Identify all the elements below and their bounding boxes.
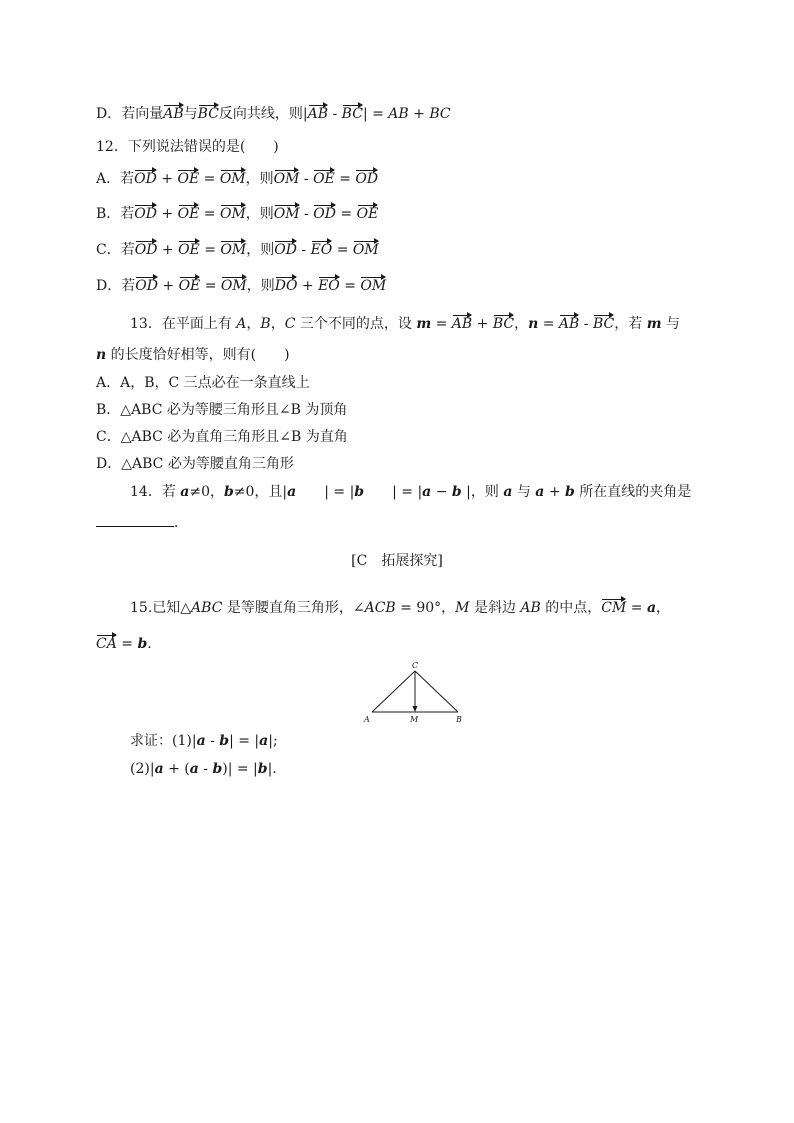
text: |. bbox=[267, 761, 277, 777]
text: )| = | bbox=[222, 761, 258, 777]
vector: OE bbox=[177, 206, 200, 222]
vector: OM bbox=[219, 171, 246, 187]
vector-b: b bbox=[565, 484, 575, 500]
text: | = | bbox=[296, 484, 355, 500]
operator: - bbox=[205, 733, 220, 749]
option-text: A，B，C 三点必在一条直线上 bbox=[120, 375, 310, 391]
side-cb bbox=[415, 671, 458, 712]
text: ≠0， bbox=[189, 484, 224, 500]
text: 若 bbox=[120, 171, 135, 187]
vector: OM bbox=[360, 278, 387, 294]
operator: = bbox=[339, 278, 361, 294]
vector: OD bbox=[355, 171, 379, 187]
option-text: △ABC 必为直角三角形且∠B 为直角 bbox=[120, 429, 348, 445]
vector: BC bbox=[592, 316, 615, 332]
vector-a: a bbox=[646, 600, 657, 616]
text: 若 bbox=[120, 206, 135, 222]
operator: = bbox=[199, 242, 221, 258]
text: ． bbox=[174, 515, 188, 531]
vector-b: b bbox=[137, 636, 148, 652]
vector-ca: CA bbox=[96, 636, 117, 652]
text: 是等腰直角三角形，∠ bbox=[222, 600, 365, 616]
text: 与 bbox=[183, 106, 198, 122]
vector-a: a bbox=[287, 484, 297, 500]
option-label: D． bbox=[96, 106, 122, 122]
label-c: C bbox=[412, 661, 419, 670]
vector-a: a bbox=[503, 484, 513, 500]
q12-option-b bbox=[96, 204, 378, 224]
option-label: B． bbox=[96, 206, 121, 222]
operator: + bbox=[472, 316, 493, 332]
vector-a: a bbox=[259, 733, 269, 749]
vector: OE bbox=[313, 171, 335, 187]
vector-m: m bbox=[416, 316, 432, 332]
operator: - bbox=[198, 761, 213, 777]
question-13-stem-line2 bbox=[96, 345, 290, 365]
text: 的长度恰好相等，则有( ) bbox=[106, 347, 290, 363]
vector: OD bbox=[274, 242, 297, 258]
answer-blank[interactable] bbox=[96, 512, 174, 527]
vector: EO bbox=[318, 278, 340, 294]
vector: OD bbox=[134, 242, 158, 258]
text: 是斜边 bbox=[469, 600, 521, 616]
vector-b: b bbox=[451, 484, 462, 500]
operator: = bbox=[199, 171, 220, 187]
arrowhead-cm bbox=[413, 706, 418, 712]
vector: OE bbox=[178, 242, 200, 258]
text: = 90°， bbox=[395, 600, 456, 616]
label-a: A bbox=[364, 715, 370, 724]
option-label: C． bbox=[96, 429, 121, 445]
text: ，则 bbox=[246, 242, 275, 258]
text: (2)| bbox=[130, 761, 155, 777]
operator: = bbox=[431, 316, 452, 332]
operator: - bbox=[579, 316, 593, 332]
text: ， bbox=[514, 316, 529, 332]
question-13-stem-line1 bbox=[130, 314, 680, 334]
operator: = bbox=[199, 206, 220, 222]
vector-b: b bbox=[223, 484, 234, 500]
option-label: C． bbox=[96, 242, 121, 258]
vector-bc: BC bbox=[341, 106, 363, 122]
vector: OD bbox=[134, 171, 157, 187]
operator: - bbox=[299, 171, 314, 187]
operator: - bbox=[328, 106, 342, 122]
point-a: A bbox=[236, 316, 247, 332]
angle-name: ACB bbox=[364, 600, 396, 616]
vector: OD bbox=[135, 278, 158, 294]
vector: BC bbox=[492, 316, 515, 332]
vector-b: b bbox=[212, 761, 223, 777]
operator: + bbox=[544, 484, 566, 500]
vector: EO bbox=[310, 242, 333, 258]
operator: - bbox=[299, 206, 314, 222]
q13-option-b bbox=[96, 400, 347, 420]
text: | = AB + BC bbox=[362, 106, 451, 122]
point-c: C bbox=[284, 316, 296, 332]
question-14-line1 bbox=[130, 482, 691, 502]
text: 求证：(1)| bbox=[130, 733, 197, 749]
operator: = bbox=[538, 316, 559, 332]
q12-option-d bbox=[96, 276, 386, 296]
text: ， bbox=[270, 316, 285, 332]
text: | = | bbox=[364, 484, 423, 500]
vector-m: m bbox=[646, 316, 662, 332]
vector: OE bbox=[356, 206, 379, 222]
q12-option-c bbox=[96, 240, 379, 260]
question-12-stem: 12．下列说法错误的是( ) bbox=[96, 139, 279, 155]
text: |，则 bbox=[461, 484, 504, 500]
vector-b: b bbox=[354, 484, 365, 500]
label-b: B bbox=[456, 715, 462, 724]
proof-part-1 bbox=[130, 731, 278, 751]
text: 与 bbox=[512, 484, 536, 500]
text: 13．在平面上有 bbox=[130, 316, 237, 332]
text: 反向共线，则| bbox=[218, 106, 308, 122]
text: | = | bbox=[229, 733, 260, 749]
option-text: △ABC 必为等腰直角三角形 bbox=[121, 456, 294, 472]
text: 若 bbox=[121, 278, 136, 294]
vector: AB bbox=[558, 316, 580, 332]
vector: OM bbox=[273, 171, 300, 187]
vector-b: b bbox=[257, 761, 268, 777]
question-14-line2 bbox=[96, 512, 188, 533]
operator: - bbox=[296, 242, 311, 258]
vector: AB bbox=[451, 316, 473, 332]
text: 15.已知△ bbox=[130, 600, 192, 616]
option-label: D． bbox=[96, 278, 122, 294]
vector-n: n bbox=[96, 347, 107, 363]
vector-a: a bbox=[535, 484, 545, 500]
vector: OE bbox=[177, 171, 200, 187]
option-d-prev bbox=[96, 104, 451, 124]
option-label: A． bbox=[96, 171, 121, 187]
text: ，若 bbox=[614, 316, 647, 332]
side-ca bbox=[372, 671, 415, 712]
text: |; bbox=[268, 733, 278, 749]
question-15-line2 bbox=[96, 634, 152, 654]
vector-b: b bbox=[219, 733, 230, 749]
option-label: B． bbox=[96, 402, 121, 418]
vector-a: a bbox=[180, 484, 190, 500]
operator: = bbox=[116, 636, 138, 652]
vector: OM bbox=[220, 242, 247, 258]
vector-n: n bbox=[528, 316, 539, 332]
q13-option-a bbox=[96, 373, 310, 393]
vector-a: a bbox=[196, 733, 206, 749]
operator: + bbox=[157, 278, 179, 294]
vector: OM bbox=[220, 278, 247, 294]
operator: = bbox=[200, 278, 221, 294]
operator: + bbox=[156, 171, 178, 187]
text: 三个不同的点，设 bbox=[295, 316, 417, 332]
text: ， bbox=[246, 316, 261, 332]
vector: OD bbox=[134, 206, 157, 222]
text: ，则 bbox=[246, 278, 275, 294]
label-m: M bbox=[410, 715, 419, 724]
vector-bc: BC bbox=[197, 106, 219, 122]
vector: OM bbox=[273, 206, 300, 222]
vector-cm: CM bbox=[601, 600, 627, 616]
triangle-figure bbox=[360, 658, 470, 728]
vector-ab: AB bbox=[163, 106, 184, 122]
triangle-name: ABC bbox=[191, 600, 223, 616]
text: 所在直线的夹角是 bbox=[574, 484, 692, 500]
q13-option-d bbox=[96, 454, 294, 474]
proof-part-2 bbox=[130, 759, 277, 779]
vector-ab: AB bbox=[307, 106, 329, 122]
operator: + ( bbox=[163, 761, 190, 777]
operator: = bbox=[626, 600, 647, 616]
q13-option-c bbox=[96, 427, 348, 447]
text: ≠0，且| bbox=[233, 484, 288, 500]
vector: OM bbox=[219, 206, 246, 222]
text: 与 bbox=[661, 316, 680, 332]
text: 的中点， bbox=[540, 600, 602, 616]
vector: OD bbox=[313, 206, 336, 222]
operator: + bbox=[157, 242, 179, 258]
text: 若向量 bbox=[121, 106, 164, 122]
operator: + bbox=[297, 278, 319, 294]
operator: = bbox=[335, 206, 357, 222]
vector-a: a bbox=[154, 761, 164, 777]
operator: − bbox=[431, 484, 452, 500]
text: ，则 bbox=[245, 206, 274, 222]
question-15-line1 bbox=[130, 598, 670, 618]
point-b: B bbox=[260, 316, 271, 332]
option-text: △ABC 必为等腰三角形且∠B 为顶角 bbox=[120, 402, 348, 418]
text: ， bbox=[656, 600, 671, 616]
option-label: D． bbox=[96, 456, 122, 472]
vector: OM bbox=[352, 242, 379, 258]
text: 若 bbox=[120, 242, 135, 258]
operator: = bbox=[334, 171, 356, 187]
operator: + bbox=[157, 206, 178, 222]
text: . bbox=[147, 636, 152, 652]
segment-ab: AB bbox=[520, 600, 541, 616]
option-label: A． bbox=[96, 375, 121, 391]
q12-option-a bbox=[96, 169, 378, 189]
vector-a: a bbox=[422, 484, 432, 500]
vector: DO bbox=[274, 278, 298, 294]
section-heading: [C 拓展探究] bbox=[351, 553, 443, 569]
text: 14．若 bbox=[130, 484, 181, 500]
operator: = bbox=[332, 242, 353, 258]
vector-a: a bbox=[189, 761, 199, 777]
vector: OE bbox=[178, 278, 201, 294]
point-m: M bbox=[455, 600, 470, 616]
text: ，则 bbox=[245, 171, 274, 187]
